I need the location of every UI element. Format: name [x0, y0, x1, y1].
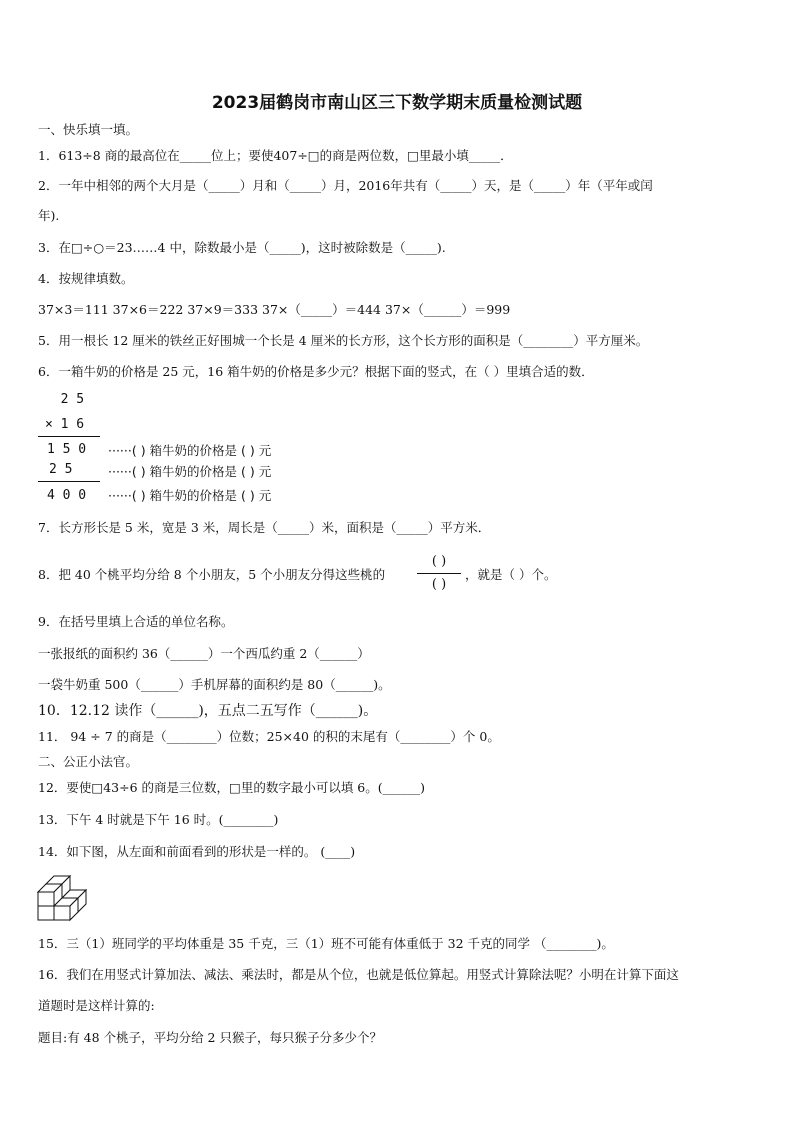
question-13: 13．下午 4 时就是下午 16 时。(________) [38, 812, 279, 827]
calc-note-1: ······( ) 箱牛奶的价格是 ( ) 元 [108, 443, 272, 458]
cube-front-face [54, 906, 70, 920]
fraction-denominator: ( ) [431, 577, 447, 592]
question-9: 9．在括号里填上合适的单位名称。 [38, 614, 234, 629]
question-4-pattern: 37×3＝111 37×6＝222 37×9＝333 37×（_____）＝444 37×（______）＝999 [38, 302, 511, 317]
calc-note-2: ······( ) 箱牛奶的价格是 ( ) 元 [108, 464, 272, 479]
fraction-bar [417, 573, 461, 574]
fraction-blank [417, 552, 461, 596]
question-16: 16．我们在用竖式计算加法、减法、乘法时，都是从个位，也就是低位算起。用竖式计算除法呢？小明在计算下面这 [38, 967, 679, 982]
question-6: 6．一箱牛奶的价格是 25 元，16 箱牛奶的价格是多少元？根据下面的竖式，在（ ）里填合适的数． [38, 364, 594, 379]
page-title: 2023届鹤岗市南山区三下数学期末质量检测试题 [211, 93, 583, 113]
question-16-problem: 题目:有 48 个桃子，平均分给 2 只猴子，每只猴子分多少个？ [38, 1030, 382, 1045]
question-5: 5．用一根长 12 厘米的铁丝正好围城一个长是 4 厘米的长方形，这个长方形的面积是（________）平方厘米。 [38, 333, 649, 348]
calc-rule-2 [38, 481, 100, 482]
cube-front-face [38, 892, 54, 906]
question-11: 11． 94 ÷ 7 的商是（________）位数；25×40 的积的末尾有（________）个 0。 [38, 729, 500, 744]
question-15: 15．三（1）班同学的平均体重是 35 千克，三（1）班不可能有体重低于 32 千克的同学 （________)。 [38, 936, 614, 951]
question-4: 4．按规律填数。 [38, 271, 134, 286]
calc-multiplicand: 2 5 [45, 392, 85, 407]
question-8-continued: ，就是（ ）个。 [465, 567, 557, 582]
calc-product: 4 0 0 [47, 488, 87, 503]
question-9-row-2: 一袋牛奶重 500（______）手机屏幕的面积约是 80（______)。 [38, 677, 391, 692]
calc-partial-1: 1 5 0 [47, 442, 87, 457]
question-3: 3．在□÷○＝23……4 中，除数最小是（_____)，这时被除数是（_____). [38, 240, 446, 255]
question-1: 1．613÷8 商的最高位在_____位上；要使407÷□的商是两位数，□里最小填_____． [38, 148, 513, 163]
section-heading-2: 二、公正小法官。 [38, 754, 139, 769]
question-9-row-1: 一张报纸的面积约 36（______）一个西瓜约重 2（______） [38, 646, 370, 661]
question-10: 10．12.12 读作（______)，五点二五写作（______)。 [38, 703, 378, 719]
question-2: 2．一年中相邻的两个大月是（_____）月和（_____）月，2016年共有（_____）天，是（_____）年（平年或闰 [38, 178, 653, 193]
calc-multiplier: × 1 6 [45, 417, 85, 432]
cube-stack-figure [36, 870, 88, 922]
question-8: 8．把 40 个桃平均分给 8 个小朋友，5 个小朋友分得这些桃的 [38, 567, 386, 582]
question-16-continued: 道题时是这样计算的: [38, 998, 155, 1013]
question-2-continued: 年). [38, 208, 60, 223]
calc-note-3: ······( ) 箱牛奶的价格是 ( ) 元 [108, 488, 272, 503]
section-heading-1: 一、快乐填一填。 [38, 122, 139, 137]
calc-partial-2: 2 5 [49, 462, 73, 477]
question-14: 14．如下图，从左面和前面看到的形状是一样的。 (____) [38, 844, 356, 859]
question-12: 12．要使□43÷6 的商是三位数，□里的数字最小可以填 6。(______) [38, 780, 426, 795]
calc-rule-1 [38, 436, 100, 437]
fraction-numerator: ( ) [431, 554, 447, 569]
question-7: 7．长方形长是 5 米，宽是 3 米，周长是（_____）米，面积是（_____）平方米． [38, 520, 491, 535]
cube-front-face [38, 906, 54, 920]
